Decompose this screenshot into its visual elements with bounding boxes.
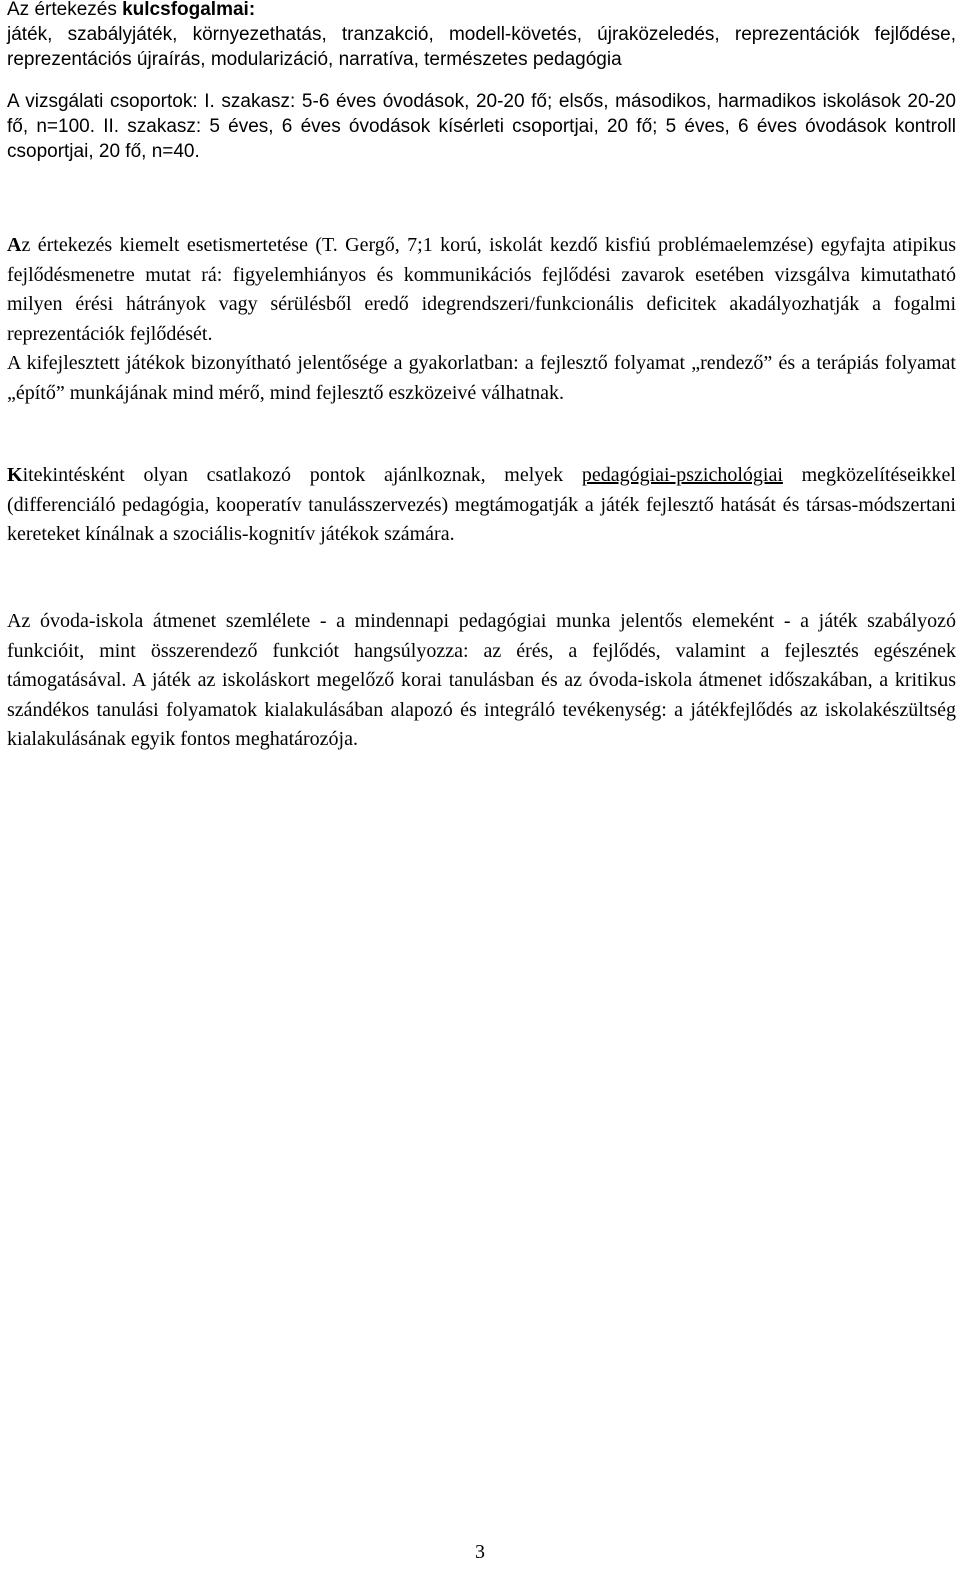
case-study-text: z értekezés kiemelt esetismertetése (T. Gergő, 7;1 korú, iskolát kezdő kisfiú problémaelemzése) egyfajta atipikus fejlődésmenetre mutat rá: figyelemhiányos és kommunikációs fejlődési zavarok esetében vizsgálva kimutatható milyen érési hátrányok vagy sérülésből eredő idegrendszeri/funkcionális deficitek akadályozhatják a fogalmi reprezentációk fejlődését. [7, 234, 956, 345]
keywords-title: kulcsfogalmai: [122, 0, 256, 20]
transition-paragraph: Az óvoda-iskola átmenet szemlélete - a mindennapi pedagógiai munka jelentős elemeként - a játék szabályozó funkcióit, mint összerendező funkciót hangsúlyozza: az érés, a fejlődés, valamint a fejlesztés egészének támogatásával. A játék az iskoláskort megelőző korai tanulásban és az óvoda-iskola átmenet időszakában, a kritikus szándékos tanulási folyamatok kialakulásában alapozó és integráló tevékenység: a játékfejlődés az iskolakészültség kialakulásának egyik fontos meghatározója. [7, 610, 956, 750]
case-study-initial: A [7, 234, 22, 256]
case-study-paragraph [7, 231, 956, 349]
outlook-section [7, 461, 956, 550]
study-groups-paragraph: A vizsgálati csoportok: I. szakasz: 5-6 éves óvodások, 20-20 fő; elsős, másodikos, harmadikos iskolások 20-20 fő, n=100. II. szakasz: 5 éves, 6 éves óvodások kísérleti csoportjai, 20 fő; 5 éves, 6 éves óvodások kontroll csoportjai, 20 fő, n=40. [7, 91, 956, 162]
keywords-section [7, 0, 956, 72]
outlook-initial: K [7, 464, 23, 486]
significance-section [7, 231, 956, 408]
outlook-text-before: itekintésként olyan csatlakozó pontok ajánlkoznak, melyek [22, 464, 582, 486]
keywords-intro: Az értekezés [7, 0, 123, 20]
keywords-list: játék, szabályjáték, környezethatás, tranzakció, modell-követés, újraközeledés, reprezentációk fejlődése, reprezentációs újraírás, modularizáció, narratíva, természetes pedagógia [7, 24, 956, 70]
outlook-paragraph [7, 461, 956, 550]
page-number: 3 [475, 1541, 485, 1563]
outlook-text-after: megközelítéseikkel (differenciáló pedagógia, kooperatív tanulásszervezés) megtámogatják a játék fejlesztő hatását és társas-módszertani kereteket kínálnak a szociális-kognitív játékok számára. [7, 464, 956, 545]
study-groups-section [7, 89, 956, 164]
practical-significance-paragraph: A kifejlesztett játékok bizonyítható jelentősége a gyakorlatban: a fejlesztő folyamat „rendező” és a terápiás folyamat „építő” munkájának mind mérő, mind fejlesztő eszközeivé válhatnak. [7, 352, 956, 404]
transition-section [7, 607, 956, 755]
outlook-underlined-term: pedagógiai-pszichológiai [581, 464, 783, 486]
keywords-heading [7, 0, 956, 22]
